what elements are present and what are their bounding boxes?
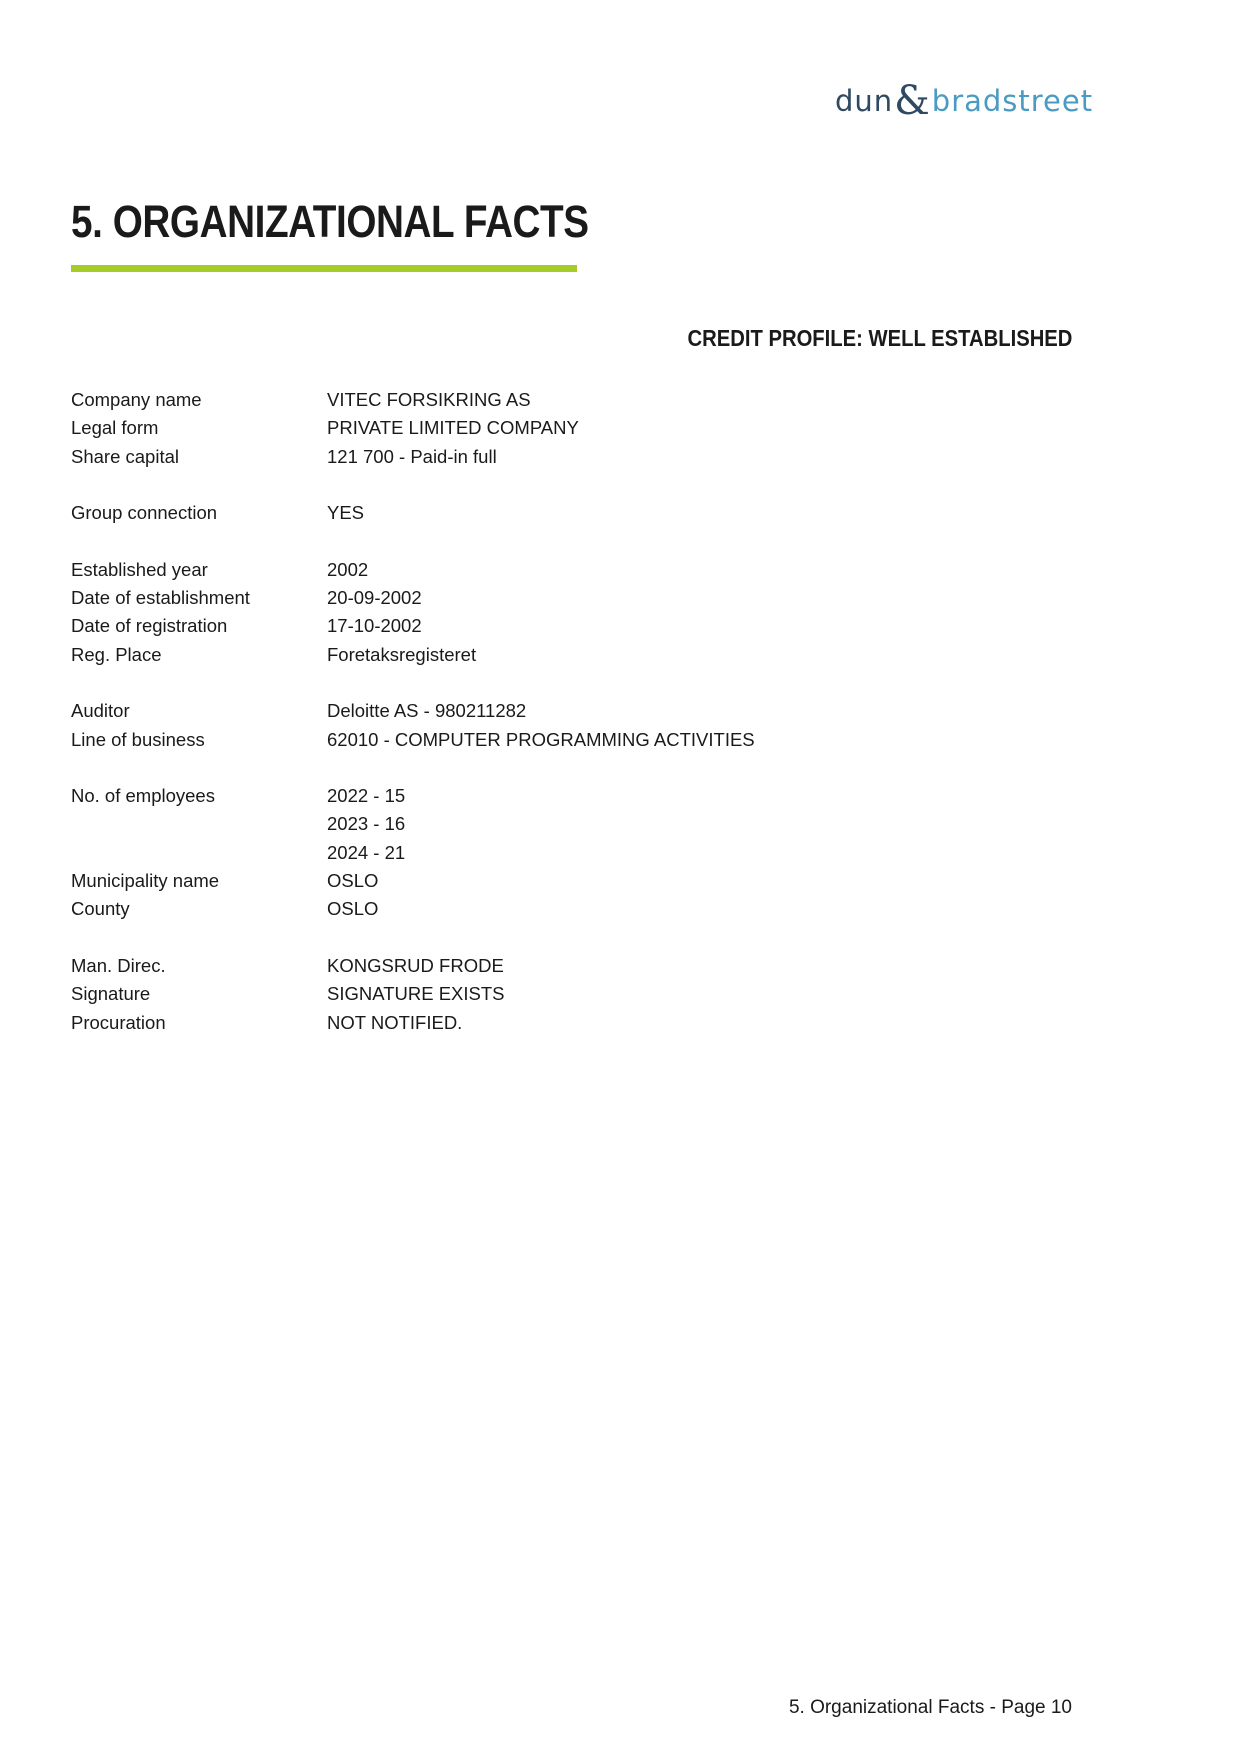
- fact-label: Company name: [71, 389, 202, 410]
- fact-row-no-of-employees: [71, 782, 755, 810]
- fact-value: VITEC FORSIKRING AS: [327, 389, 531, 410]
- fact-value: 17-10-2002: [327, 615, 422, 637]
- organizational-facts-list: [71, 386, 755, 1037]
- page-footer: 5. Organizational Facts - Page 10: [788, 1697, 1072, 1718]
- fact-label: Legal form: [71, 417, 159, 439]
- fact-row-reg-place: [71, 641, 755, 669]
- fact-label: Man. Direc.: [71, 954, 166, 976]
- fact-value: 121 700 - Paid-in full: [327, 445, 497, 467]
- fact-label: [71, 810, 327, 838]
- fact-row-established-year: [71, 556, 755, 584]
- fact-row-municipality-name: [71, 867, 755, 895]
- fact-value: 20-09-2002: [327, 587, 422, 609]
- fact-label: Signature: [71, 983, 151, 1005]
- fact-value: KONGSRUD FRODE: [327, 954, 504, 976]
- credit-profile-heading: CREDIT PROFILE: WELL ESTABLISHED: [687, 325, 1072, 351]
- fact-row-legal-form: [71, 414, 755, 442]
- fact-label: Date of establishment: [71, 587, 250, 609]
- fact-label: County: [71, 898, 130, 920]
- fact-label: Line of business: [71, 728, 205, 750]
- fact-value: OSLO: [327, 898, 379, 920]
- fact-row-employees-2023: [71, 810, 755, 838]
- fact-value: 2002: [327, 558, 369, 580]
- fact-label: Established year: [71, 558, 208, 580]
- fact-row-procuration: [71, 1009, 755, 1037]
- logo-text-dun: dun: [835, 84, 894, 118]
- fact-value: 2024 - 21: [327, 841, 406, 863]
- fact-row-auditor: [71, 697, 755, 725]
- fact-value: Deloitte AS - 980211282: [327, 700, 527, 722]
- fact-value: SIGNATURE EXISTS: [327, 983, 505, 1005]
- fact-value: Foretaksregisteret: [327, 643, 477, 665]
- logo-ampersand: &: [894, 78, 931, 124]
- fact-value: NOT NOTIFIED.: [327, 1011, 463, 1033]
- page-title: 5. ORGANIZATIONAL FACTS: [71, 196, 589, 247]
- fact-value: PRIVATE LIMITED COMPANY: [327, 417, 579, 439]
- fact-label: No. of employees: [71, 785, 215, 807]
- fact-row-man-direc: [71, 952, 755, 980]
- fact-label: Municipality name: [71, 870, 220, 892]
- fact-value: 62010 - COMPUTER PROGRAMMING ACTIVITIES: [327, 728, 755, 750]
- fact-label: Auditor: [71, 700, 130, 722]
- fact-row-employees-2024: [71, 839, 755, 867]
- fact-row-share-capital: [71, 443, 755, 471]
- fact-label: Group connection: [71, 502, 218, 524]
- fact-value: YES: [327, 502, 365, 524]
- fact-row-company-name: [71, 386, 755, 414]
- fact-value: OSLO: [327, 870, 379, 892]
- logo-text-bradstreet: bradstreet: [931, 84, 1094, 118]
- fact-value: 2022 - 15: [327, 785, 406, 807]
- fact-row-signature: [71, 980, 755, 1008]
- fact-row-line-of-business: [71, 726, 755, 754]
- fact-label: [71, 839, 327, 867]
- dun-bradstreet-logo: [835, 76, 1094, 126]
- fact-row-date-of-establishment: [71, 584, 755, 612]
- fact-label: Procuration: [71, 1011, 166, 1033]
- fact-value: 2023 - 16: [327, 813, 406, 835]
- fact-row-date-of-registration: [71, 612, 755, 640]
- fact-row-county: [71, 895, 755, 923]
- fact-label: Reg. Place: [71, 643, 162, 665]
- title-underline: [71, 265, 577, 272]
- fact-label: Date of registration: [71, 615, 228, 637]
- fact-row-group-connection: [71, 499, 755, 527]
- fact-label: Share capital: [71, 445, 179, 467]
